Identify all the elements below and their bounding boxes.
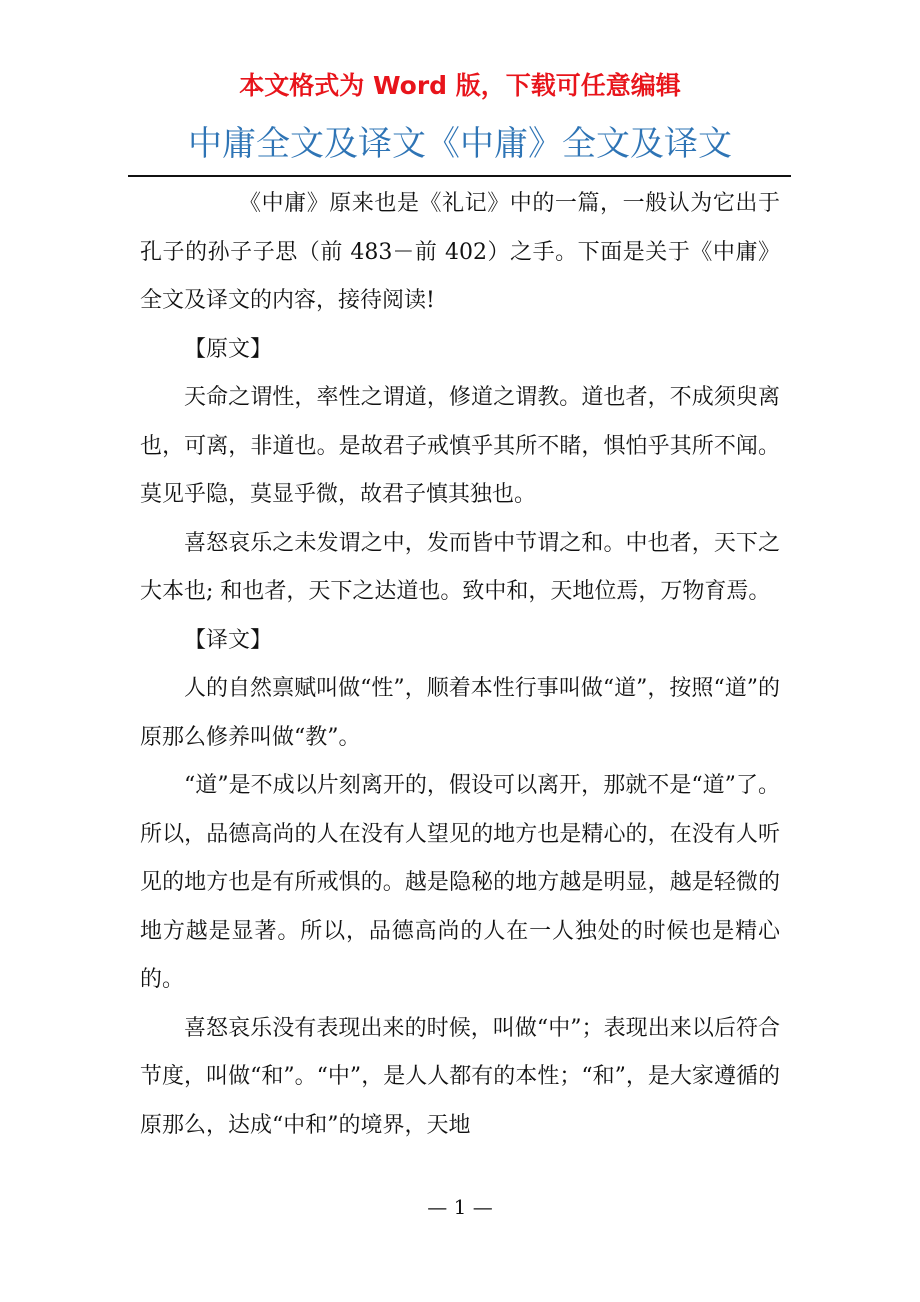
translation-paragraph-2: “道”是不成以片刻离开的，假设可以离开，那就不是“道”了。所以，品德高尚的人在没有人望见的地方也是精心的，在没有人听见的地方也是有所戒惧的。越是隐秘的地方越是明显，越是轻微的地方越是显著。所以，品德高尚的人在一人独处的时候也是精心的。 <box>140 773 780 992</box>
document-title: 中庸全文及译文《中庸》全文及译文 <box>188 124 732 164</box>
intro-paragraph: 《中庸》原来也是《礼记》中的一篇，一般认为它出于孔子的孙子子思（前 483－前 402）之手。下面是关于《中庸》全文及译文的内容，接待阅读! <box>140 191 780 313</box>
format-notice-banner: 本文格式为 Word 版，下载可任意编辑 <box>239 71 681 100</box>
translation-paragraph-3: 喜怒哀乐没有表现出来的时候，叫做“中”；表现出来以后符合节度，叫做“和”。“中”，是人人都有的本性；“和”，是大家遵循的原那么，达成“中和”的境界，天地 <box>140 1015 780 1138</box>
translation-heading: 【译文】 <box>184 627 273 653</box>
translation-paragraph-1: 人的自然禀赋叫做“性”，顺着本性行事叫做“道”，按照“道”的原那么修养叫做“教”。 <box>140 676 780 750</box>
original-heading: 【原文】 <box>184 336 273 362</box>
title-divider <box>128 175 791 177</box>
page-number: — 1 — <box>427 1195 493 1219</box>
document-body <box>140 180 780 1150</box>
original-paragraph-2: 喜怒哀乐之未发谓之中，发而皆中节谓之和。中也者，天下之大本也; 和也者，天下之达道也。致中和，天地位焉，万物育焉。 <box>140 530 780 604</box>
original-paragraph-1: 天命之谓性，率性之谓道，修道之谓教。道也者，不成须臾离也，可离，非道也。是故君子戒慎乎其所不睹，惧怕乎其所不闻。莫见乎隐，莫显乎微，故君子慎其独也。 <box>140 385 780 507</box>
